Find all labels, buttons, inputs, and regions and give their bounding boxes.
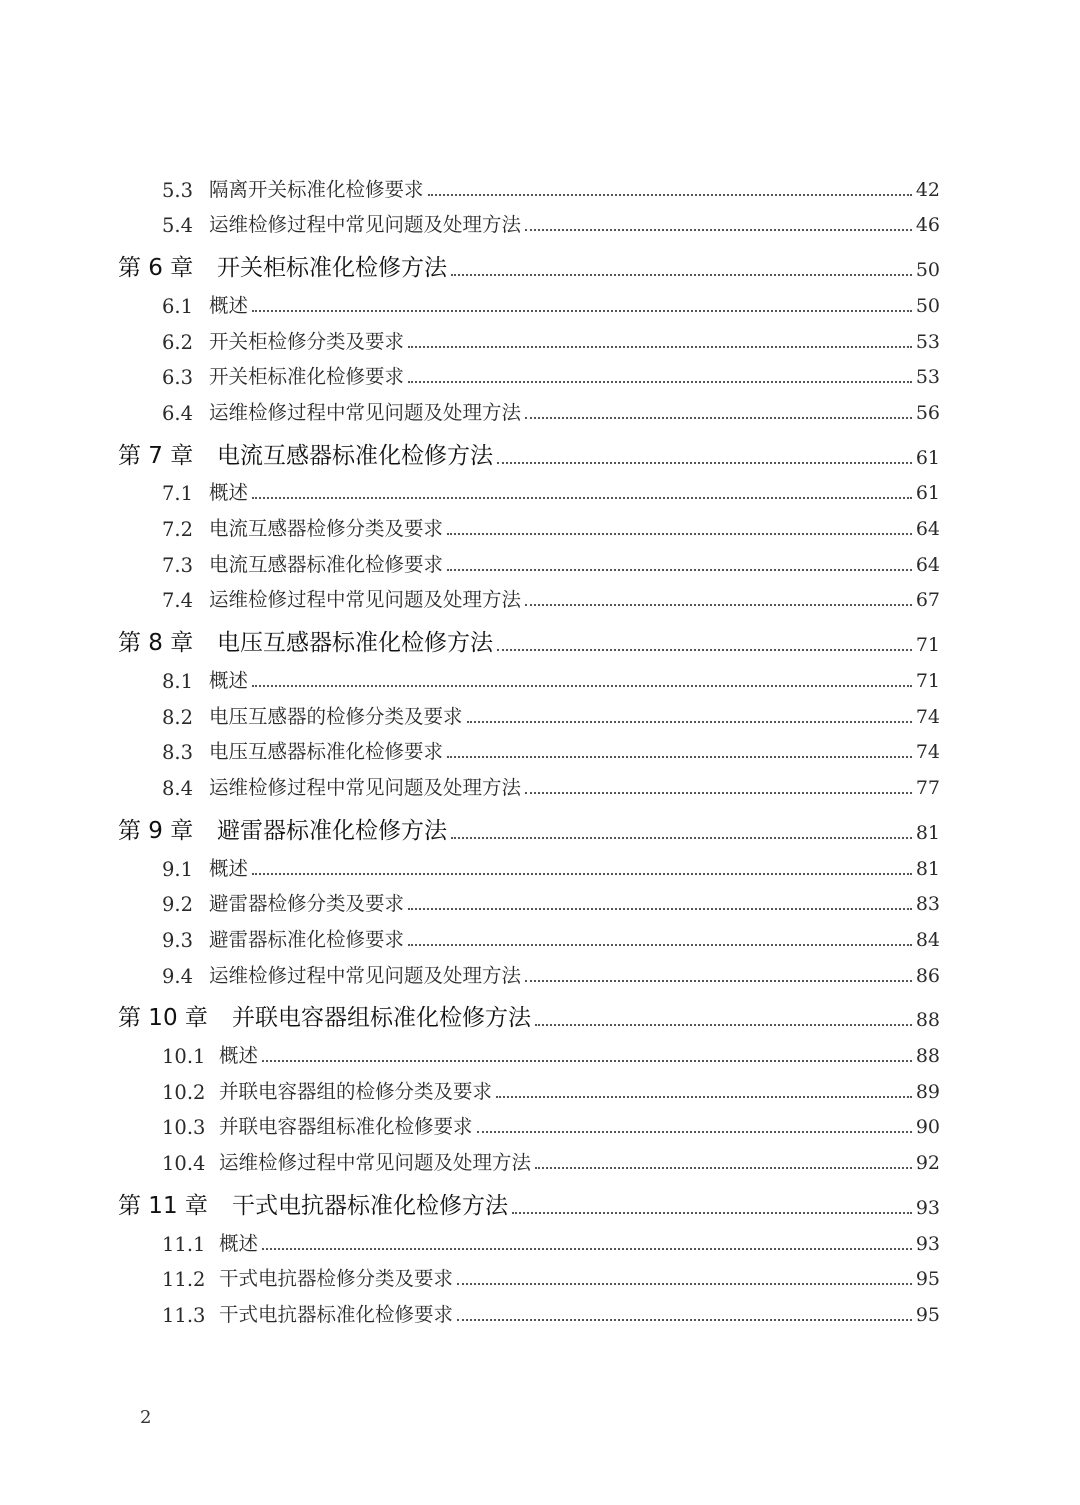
toc-entry-number: 10.1 (162, 1045, 206, 1069)
toc-section-entry[interactable] (118, 881, 940, 917)
toc-entry-page: 71 (915, 634, 940, 657)
dot-leader (408, 381, 912, 383)
toc-section-entry[interactable] (118, 318, 940, 354)
toc-entry-number: 第 8 章 (118, 630, 194, 657)
dot-leader (408, 346, 912, 348)
toc-chapter-entry[interactable] (118, 1175, 940, 1220)
toc-entry-number: 第 11 章 (118, 1192, 208, 1219)
toc-section-entry[interactable] (118, 166, 940, 202)
dot-leader (252, 497, 912, 499)
toc-entry-number: 9.2 (162, 893, 194, 917)
dot-leader (535, 1167, 912, 1169)
toc-entry-title: 概述 (209, 481, 249, 505)
toc-entry-title: 概述 (219, 1044, 259, 1068)
toc-entry-page: 53 (915, 330, 940, 353)
toc-entry-number: 第 10 章 (118, 1005, 208, 1032)
toc-entry-title: 干式电抗器检修分类及要求 (219, 1267, 454, 1291)
toc-entry-page: 88 (915, 1045, 940, 1068)
toc-entry-title: 干式电抗器标准化检修方法 (232, 1192, 508, 1219)
toc-section-entry[interactable] (118, 1104, 940, 1140)
toc-entry-title: 电压互感器标准化检修方法 (217, 630, 493, 657)
toc-entry-page: 50 (915, 294, 940, 317)
toc-section-entry[interactable] (118, 1068, 940, 1104)
toc-section-entry[interactable] (118, 657, 940, 693)
toc-entry-page: 95 (915, 1303, 940, 1326)
toc-section-entry[interactable] (118, 729, 940, 765)
dot-leader (525, 229, 912, 231)
dot-leader (262, 1060, 912, 1062)
toc-entry-page: 84 (915, 928, 940, 951)
toc-entry-page: 64 (915, 518, 940, 541)
toc-section-entry[interactable] (118, 1139, 940, 1175)
toc-section-entry[interactable] (118, 505, 940, 541)
toc-entry-title: 避雷器标准化检修方法 (217, 817, 447, 844)
dot-leader (428, 194, 912, 196)
dot-leader (525, 417, 912, 419)
dot-leader (451, 274, 912, 276)
toc-section-entry[interactable] (118, 764, 940, 800)
toc-entry-number: 6.3 (162, 366, 194, 390)
toc-entry-number: 5.3 (162, 178, 194, 202)
toc-entry-number: 9.1 (162, 857, 194, 881)
toc-entry-page: 95 (915, 1268, 940, 1291)
toc-chapter-entry[interactable] (118, 612, 940, 657)
toc-entry-title: 避雷器检修分类及要求 (209, 892, 405, 916)
toc-entry-page: 46 (915, 214, 940, 237)
dot-leader (477, 1131, 912, 1133)
toc-entry-number: 11.2 (162, 1268, 206, 1292)
toc-section-entry[interactable] (118, 202, 940, 238)
toc-section-entry[interactable] (118, 916, 940, 952)
toc-entry-page: 92 (915, 1152, 940, 1175)
dot-leader (447, 569, 912, 571)
toc-entry-number: 7.1 (162, 482, 194, 506)
dot-leader (408, 944, 912, 946)
toc-entry-number: 第 7 章 (118, 442, 194, 469)
dot-leader (525, 604, 912, 606)
toc-entry-title: 电流互感器标准化检修方法 (217, 442, 493, 469)
toc-entry-title: 开关柜检修分类及要求 (209, 329, 405, 353)
toc-entry-title: 运维检修过程中常见问题及处理方法 (209, 588, 522, 612)
toc-entry-title: 并联电容器组标准化检修要求 (219, 1115, 473, 1139)
toc-entry-title: 并联电容器组标准化检修方法 (232, 1005, 531, 1032)
toc-entry-page: 74 (915, 741, 940, 764)
dot-leader (512, 1212, 912, 1214)
toc-entry-number: 9.4 (162, 964, 194, 988)
toc-section-entry[interactable] (118, 389, 940, 425)
toc-entry-title: 电压互感器标准化检修要求 (209, 740, 444, 764)
toc-entry-number: 8.3 (162, 741, 194, 765)
toc-entry-title: 避雷器标准化检修要求 (209, 927, 405, 951)
dot-leader (497, 462, 912, 464)
dot-leader (525, 792, 912, 794)
toc-entry-number: 第 9 章 (118, 817, 194, 844)
dot-leader (447, 533, 912, 535)
dot-leader (457, 1283, 912, 1285)
toc-section-entry[interactable] (118, 541, 940, 577)
toc-entry-page: 74 (915, 705, 940, 728)
toc-entry-number: 9.3 (162, 928, 194, 952)
toc-section-entry[interactable] (118, 1291, 940, 1327)
toc-entry-page: 81 (915, 821, 940, 844)
toc-entry-title: 运维检修过程中常见问题及处理方法 (209, 776, 522, 800)
toc-entry-title: 运维检修过程中常见问题及处理方法 (219, 1151, 532, 1175)
toc-entry-number: 6.1 (162, 294, 194, 318)
dot-leader (451, 837, 912, 839)
toc-section-entry[interactable] (118, 1220, 940, 1256)
dot-leader (252, 685, 912, 687)
toc-entry-number: 11.1 (162, 1232, 206, 1256)
toc-entry-page: 61 (915, 482, 940, 505)
toc-entry-number: 8.2 (162, 705, 194, 729)
toc-entry-title: 电流互感器标准化检修要求 (209, 552, 444, 576)
toc-entry-page: 67 (915, 589, 940, 612)
toc-entry-title: 干式电抗器标准化检修要求 (219, 1302, 454, 1326)
toc-entry-number: 6.4 (162, 401, 194, 425)
toc-chapter-entry[interactable] (118, 800, 940, 845)
dot-leader (496, 1096, 912, 1098)
dot-leader (525, 980, 912, 982)
dot-leader (497, 649, 912, 651)
toc-chapter-entry[interactable] (118, 425, 940, 470)
toc-entry-title: 概述 (209, 293, 249, 317)
toc-entry-title: 并联电容器组的检修分类及要求 (219, 1079, 493, 1103)
toc-entry-title: 运维检修过程中常见问题及处理方法 (209, 213, 522, 237)
toc-chapter-entry[interactable] (118, 988, 940, 1033)
toc-entry-page: 81 (915, 857, 940, 880)
page-number: 2 (140, 1407, 152, 1428)
toc-section-entry[interactable] (118, 577, 940, 613)
dot-leader (262, 1248, 912, 1250)
dot-leader (408, 908, 912, 910)
toc-entry-number: 8.1 (162, 669, 194, 693)
dot-leader (457, 1319, 912, 1321)
toc-section-entry[interactable] (118, 1032, 940, 1068)
toc-entry-title: 概述 (219, 1231, 259, 1255)
dot-leader (252, 310, 912, 312)
toc-chapter-entry[interactable] (118, 237, 940, 282)
toc-entry-page: 93 (915, 1232, 940, 1255)
toc-entry-number: 10.2 (162, 1080, 206, 1104)
toc-entry-page: 89 (915, 1080, 940, 1103)
toc-entry-page: 64 (915, 553, 940, 576)
toc-entry-page: 88 (915, 1009, 940, 1032)
toc-entry-page: 93 (915, 1196, 940, 1219)
toc-section-entry[interactable] (118, 693, 940, 729)
toc-entry-page: 50 (915, 259, 940, 282)
toc-entry-title: 隔离开关标准化检修要求 (209, 177, 424, 201)
toc-entry-number: 第 6 章 (118, 255, 194, 282)
toc-entry-page: 86 (915, 964, 940, 987)
toc-entry-number: 7.3 (162, 553, 194, 577)
toc-entry-page: 53 (915, 366, 940, 389)
toc-entry-number: 6.2 (162, 330, 194, 354)
toc-entry-number: 11.3 (162, 1303, 206, 1327)
toc-entry-title: 电压互感器的检修分类及要求 (209, 704, 463, 728)
toc-entry-page: 83 (915, 893, 940, 916)
toc-entry-page: 77 (915, 777, 940, 800)
toc-entry-number: 5.4 (162, 214, 194, 238)
toc-entry-page: 61 (915, 446, 940, 469)
toc-entry-title: 运维检修过程中常见问题及处理方法 (209, 400, 522, 424)
toc-entry-title: 开关柜标准化检修方法 (217, 255, 447, 282)
toc-entry-title: 概述 (209, 668, 249, 692)
dot-leader (467, 721, 912, 723)
toc-entry-page: 56 (915, 401, 940, 424)
toc-list (118, 166, 940, 1327)
toc-entry-number: 7.4 (162, 589, 194, 613)
toc-entry-number: 7.2 (162, 518, 194, 542)
toc-entry-title: 开关柜标准化检修要求 (209, 365, 405, 389)
toc-entry-title: 概述 (209, 856, 249, 880)
toc-section-entry[interactable] (118, 845, 940, 881)
toc-section-entry[interactable] (118, 282, 940, 318)
dot-leader (447, 756, 912, 758)
toc-section-entry[interactable] (118, 952, 940, 988)
toc-section-entry[interactable] (118, 1256, 940, 1292)
dot-leader (252, 873, 912, 875)
toc-entry-number: 10.4 (162, 1152, 206, 1176)
toc-section-entry[interactable] (118, 354, 940, 390)
toc-entry-page: 42 (915, 178, 940, 201)
toc-entry-title: 运维检修过程中常见问题及处理方法 (209, 963, 522, 987)
toc-entry-page: 71 (915, 669, 940, 692)
toc-entry-number: 8.4 (162, 777, 194, 801)
toc-entry-page: 90 (915, 1116, 940, 1139)
toc-section-entry[interactable] (118, 470, 940, 506)
toc-entry-number: 10.3 (162, 1116, 206, 1140)
toc-entry-title: 电流互感器检修分类及要求 (209, 517, 444, 541)
dot-leader (535, 1024, 912, 1026)
